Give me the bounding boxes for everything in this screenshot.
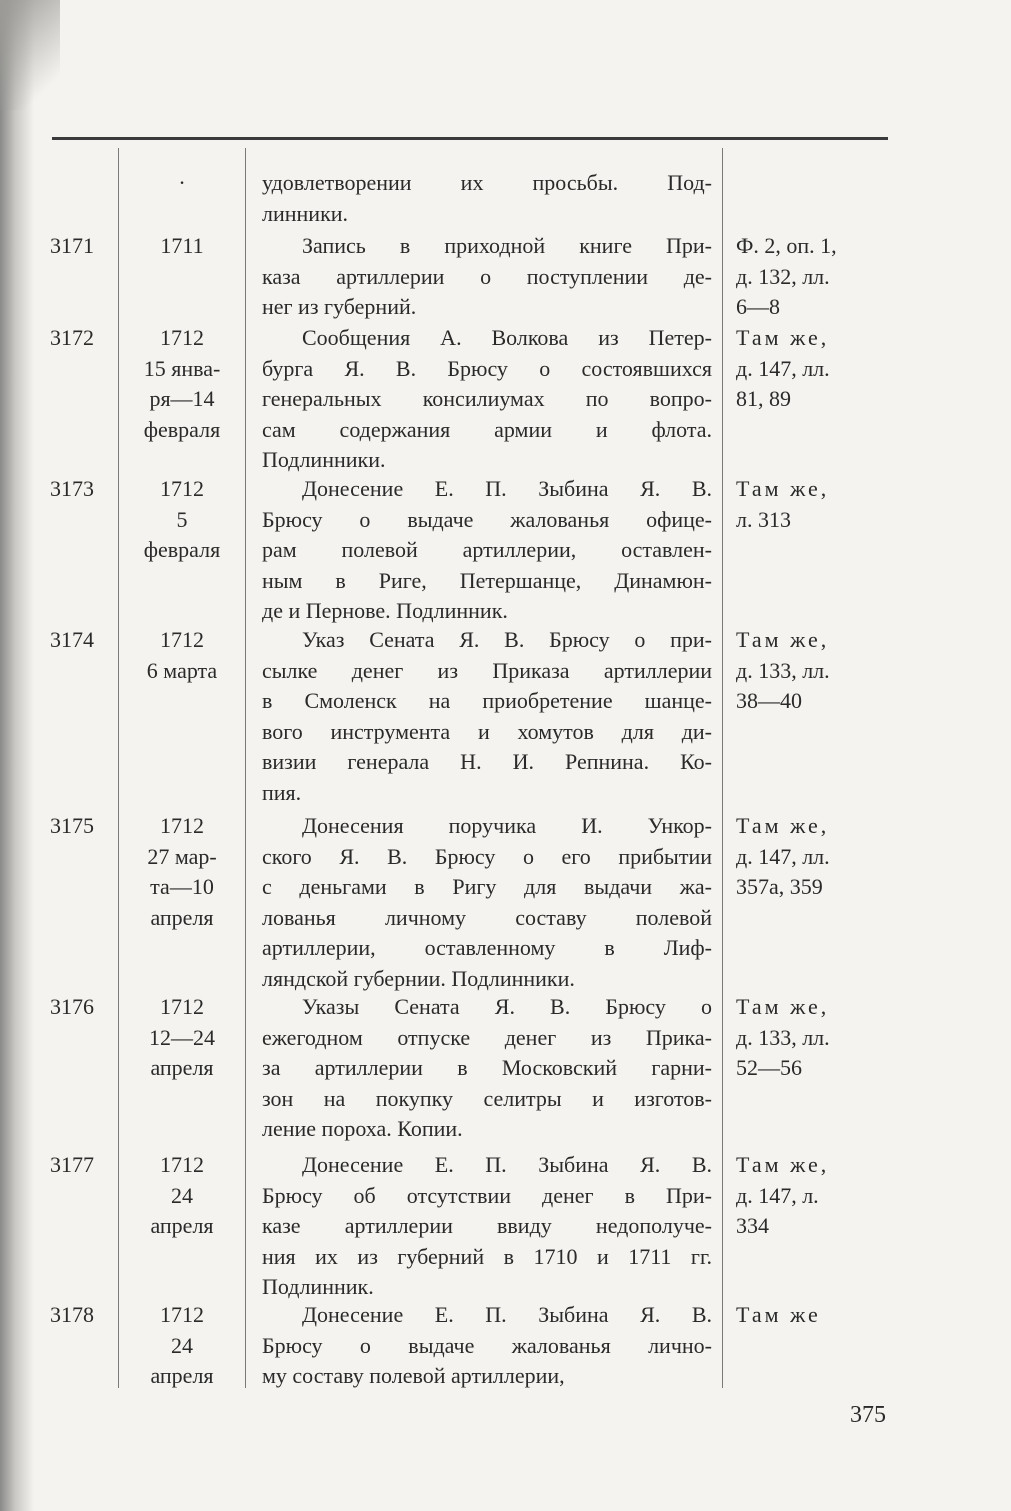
text-line: 1712 <box>160 325 204 350</box>
description-line: генеральных консилиумах по вопро- <box>262 386 712 411</box>
reference-line: 81, 89 <box>736 386 791 411</box>
description-line: пия. <box>262 779 302 805</box>
text-line: 6 марта <box>146 657 218 683</box>
description-line: Запись в приходной книге При- <box>302 233 712 258</box>
entry-number: 3175 <box>50 813 94 838</box>
text-line: 5 <box>176 506 188 532</box>
text-line: 1711 <box>160 233 204 258</box>
entry-number: 3173 <box>50 476 94 501</box>
entry-date <box>126 323 238 445</box>
description-line: казе артиллерии ввиду недополуче- <box>262 1213 712 1238</box>
reference-line: Там же, <box>736 1152 830 1177</box>
reference-line: д. 147, л. <box>736 1182 819 1208</box>
entry-date <box>126 474 238 566</box>
description-line: лованья личному составу полевой <box>262 904 712 930</box>
entry-description <box>262 811 712 994</box>
entry-description <box>262 992 712 1145</box>
text-line: 1712 <box>160 994 204 1019</box>
page-number: 375 <box>850 1402 886 1428</box>
text-line: 24 <box>171 1182 193 1208</box>
description-line: рам полевой артиллерии, оставлен- <box>262 537 712 562</box>
reference-line: 6—8 <box>736 294 780 319</box>
reference-line: д. 133, лл. <box>736 1024 830 1050</box>
entry-archive-reference <box>736 474 896 535</box>
entry-description <box>262 625 712 808</box>
entry-archive-reference <box>736 1150 896 1242</box>
text-line: 12—24 <box>149 1024 215 1050</box>
description-line: нег из губерний. <box>262 294 417 319</box>
description-line: ежегодном отпуске денег из Прика- <box>262 1024 712 1050</box>
text-line: 1712 <box>160 1152 204 1177</box>
description-line: удовлетворении их просьбы. Под- <box>262 170 712 195</box>
text-line: апреля <box>150 1363 214 1388</box>
description-line: вого инструмента и хомутов для ди- <box>262 718 712 744</box>
text-line: та—10 <box>150 874 214 899</box>
column-divider-number-date <box>118 148 119 1388</box>
text-line: 1712 <box>160 627 204 652</box>
reference-line: л. 313 <box>736 506 791 532</box>
reference-line: 52—56 <box>736 1055 802 1080</box>
description-line: визии генерала Н. И. Репнина. Ко- <box>262 749 712 774</box>
description-line: Подлинник. <box>262 1274 374 1299</box>
description-line: зон на покупку селитры и изготов- <box>262 1085 712 1111</box>
entry-archive-reference <box>736 1300 896 1331</box>
entry-archive-reference <box>736 323 896 415</box>
description-line: Брюсу о выдаче жалованья офице- <box>262 506 712 532</box>
description-line: за артиллерии в Московский гарни- <box>262 1055 712 1080</box>
column-divider-description-reference <box>722 148 723 1388</box>
reference-line: Там же, <box>736 994 830 1019</box>
entry-archive-reference <box>736 625 896 717</box>
description-line: артиллерии, оставленному в Лиф- <box>262 935 712 960</box>
entry-archive-reference <box>736 992 896 1084</box>
entry-description <box>262 231 712 323</box>
description-line: Указ Сената Я. В. Брюсу о при- <box>302 627 712 652</box>
reference-line: д. 132, лл. <box>736 263 830 289</box>
text-line: 1712 <box>160 813 204 838</box>
scan-shadow-edge <box>0 0 34 1511</box>
description-line: Брюсу о выдаче жалованья лично- <box>262 1332 712 1358</box>
entry-date <box>126 992 238 1084</box>
text-line: 15 янва- <box>143 355 221 381</box>
entry-date <box>126 231 238 262</box>
entry-date <box>126 1300 238 1392</box>
description-line: Указы Сената Я. В. Брюсу о <box>302 994 712 1019</box>
description-line: Подлинники. <box>262 447 386 472</box>
description-line: ского Я. В. Брюсу о его прибытии <box>262 843 712 869</box>
description-line: Сообщения А. Волкова из Петер- <box>302 325 712 350</box>
text-line: апреля <box>150 1055 214 1080</box>
reference-line: 38—40 <box>736 688 802 713</box>
description-line: ляндской губернии. Подлинники. <box>262 965 575 991</box>
reference-line: Там же, <box>736 813 830 838</box>
entry-date <box>126 168 238 199</box>
entry-description <box>262 168 712 229</box>
entry-date <box>126 811 238 933</box>
entry-description <box>262 474 712 627</box>
description-line: Донесение Е. П. Зыбина Я. В. <box>302 1152 712 1177</box>
reference-line: Ф. 2, оп. 1, <box>736 233 837 258</box>
entry-archive-reference <box>736 231 896 323</box>
description-line: Донесение Е. П. Зыбина Я. В. <box>302 1302 712 1327</box>
text-line: 24 <box>171 1332 193 1358</box>
entry-description <box>262 1150 712 1303</box>
entry-number: 3176 <box>50 994 94 1019</box>
reference-line: Там же, <box>736 325 830 350</box>
description-line: в Смоленск на приобретение шанце- <box>262 688 712 713</box>
entry-date <box>126 1150 238 1242</box>
text-line: ря—14 <box>149 386 215 411</box>
reference-line: д. 133, лл. <box>736 657 830 683</box>
description-line: Донесения поручика И. Ункор- <box>302 813 712 838</box>
description-line: ление пороха. Копии. <box>262 1116 463 1141</box>
reference-line: д. 147, лл. <box>736 843 830 869</box>
entry-number: 3172 <box>50 325 94 350</box>
description-line: линники. <box>262 200 349 226</box>
text-line: 1712 <box>160 1302 204 1327</box>
reference-line: 334 <box>736 1213 769 1238</box>
entry-number: 3177 <box>50 1152 94 1177</box>
entry-number: 3178 <box>50 1302 94 1327</box>
description-line: ния их из губерний в 1710 и 1711 гг. <box>262 1243 712 1269</box>
description-line: бурга Я. В. Брюсу о состоявшихся <box>262 355 712 381</box>
table-top-rule <box>52 137 888 140</box>
column-divider-date-description <box>245 148 246 1388</box>
description-line: каза артиллерии о поступлении де- <box>262 263 712 289</box>
entry-date <box>126 625 238 686</box>
text-line: · <box>178 170 186 195</box>
reference-line: д. 147, лл. <box>736 355 830 381</box>
description-line: сам содержания армии и флота. <box>262 416 712 442</box>
description-line: му составу полевой артиллерии, <box>262 1363 565 1388</box>
entry-number: 3174 <box>50 627 94 652</box>
description-line: ным в Риге, Петершанце, Динамюн- <box>262 567 712 593</box>
description-line: де и Пернове. Подлинник. <box>262 598 508 623</box>
text-line: 1712 <box>160 476 204 501</box>
entry-archive-reference <box>736 811 896 903</box>
reference-line: Там же <box>736 1302 821 1327</box>
entry-description <box>262 1300 712 1392</box>
text-line: апреля <box>150 904 214 930</box>
reference-line: Там же, <box>736 476 830 501</box>
text-line: апреля <box>150 1213 214 1238</box>
entry-number: 3171 <box>50 233 94 258</box>
description-line: Донесение Е. П. Зыбина Я. В. <box>302 476 712 501</box>
text-line: февраля <box>143 537 221 562</box>
reference-line: Там же, <box>736 627 830 652</box>
description-line: сылке денег из Приказа артиллерии <box>262 657 712 683</box>
description-line: с деньгами в Ригу для выдачи жа- <box>262 874 712 899</box>
reference-line: 357а, 359 <box>736 874 823 899</box>
text-line: февраля <box>143 416 221 442</box>
entry-description <box>262 323 712 476</box>
text-line: 27 мар- <box>147 843 217 869</box>
scan-shadow-corner <box>0 0 60 110</box>
description-line: Брюсу об отсутствии денег в При- <box>262 1182 712 1208</box>
